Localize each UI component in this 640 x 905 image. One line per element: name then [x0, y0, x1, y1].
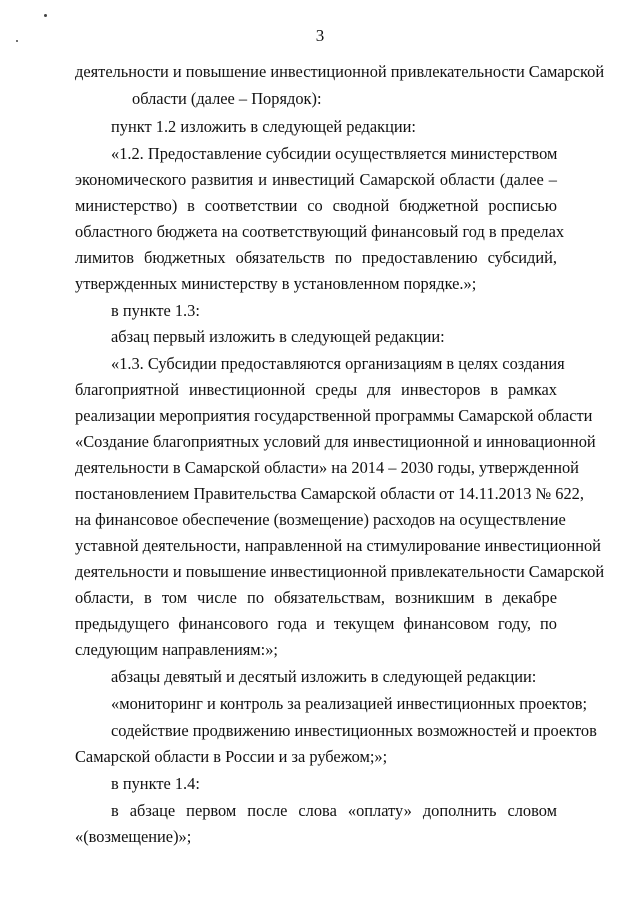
scan-speck — [44, 14, 47, 17]
text-line: постановлением Правительства Самарской области от 14.11.2013 № 622, — [75, 484, 584, 503]
text-line: уставной деятельности, направленной на стимулирование инвестиционной — [75, 536, 601, 555]
text-line: абзац первый изложить в следующей редакции: — [111, 327, 445, 346]
text-line: абзацы девятый и десятый изложить в следующей редакции: — [111, 667, 537, 686]
text-line: «мониторинг и контроль за реализацией инвестиционных проектов; — [111, 694, 588, 713]
text-line: реализации мероприятия государственной программы Самарской области — [75, 406, 593, 425]
text-line: деятельности и повышение инвестиционной привлекательности Самарской — [75, 562, 605, 581]
text-line: «1.2. Предоставление субсидии осуществляется министерством — [111, 144, 558, 163]
text-line: «1.3. Субсидии предоставляются организациям в целях создания — [111, 354, 565, 373]
text-line: утвержденных министерству в установленном порядке.»; — [75, 274, 477, 293]
page-number: 3 — [315, 26, 325, 45]
text-line: области, в том числе по обязательствам, возникшим в декабре — [75, 588, 557, 607]
text-line: деятельности в Самарской области» на 2014 – 2030 годы, утвержденной — [75, 458, 579, 477]
text-line: «(возмещение)»; — [75, 827, 192, 846]
text-line: следующим направлениям:»; — [75, 640, 278, 659]
text-line: экономического развития и инвестиций Самарской области (далее – — [75, 170, 557, 189]
text-line: лимитов бюджетных обязательств по предоставлению субсидий, — [75, 248, 557, 267]
text-line: областного бюджета на соответствующий финансовый год в пределах — [75, 222, 565, 241]
text-line: «Создание благоприятных условий для инвестиционной и инновационной — [75, 432, 596, 451]
text-line: министерство) в соответствии со сводной бюджетной росписью — [75, 196, 557, 215]
text-line: предыдущего финансового года и текущем финансовом году, по — [75, 614, 557, 633]
text-line: благоприятной инвестиционной среды для инвесторов в рамках — [75, 380, 557, 399]
text-line: области (далее – Порядок): — [132, 89, 322, 108]
text-line: в пункте 1.3: — [111, 301, 200, 320]
text-line: Самарской области в России и за рубежом;»; — [75, 747, 388, 766]
text-line: в пункте 1.4: — [111, 774, 200, 793]
text-line: пункт 1.2 изложить в следующей редакции: — [111, 117, 416, 136]
text-line: на финансовое обеспечение (возмещение) расходов на осуществление — [75, 510, 566, 529]
text-line: содействие продвижению инвестиционных возможностей и проектов — [111, 721, 597, 740]
text-line: деятельности и повышение инвестиционной привлекательности Самарской — [75, 62, 605, 81]
text-line: в абзаце первом после слова «оплату» дополнить словом — [111, 801, 557, 820]
